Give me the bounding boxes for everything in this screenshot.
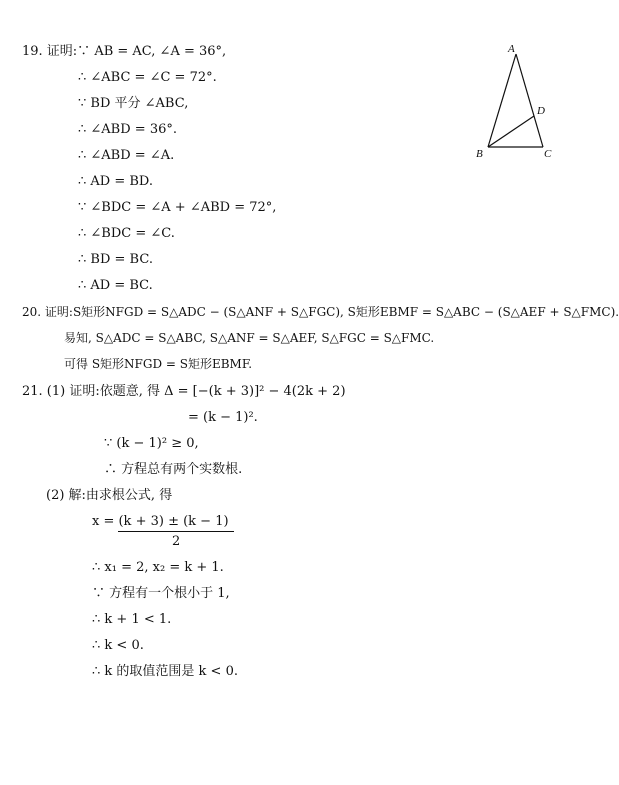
p21-line-10: ∴ k + 1 < 1. xyxy=(92,612,172,627)
side-ab xyxy=(488,54,516,147)
p20-line-3: 可得 S矩形NFGD = S矩形EBMF. xyxy=(64,357,253,371)
p21-line-12: ∴ k 的取值范围是 k < 0. xyxy=(92,664,238,679)
label-d: D xyxy=(537,105,545,117)
p19-line-6: ∴ AD = BD. xyxy=(78,174,154,189)
p19-line-1: 19. 证明:∵ AB = AC, ∠A = 36°, xyxy=(22,44,227,59)
p19-line-5: ∴ ∠ABD = ∠A. xyxy=(78,148,175,163)
side-ac xyxy=(516,54,543,147)
p21-line-11: ∴ k < 0. xyxy=(92,638,144,653)
p19-line-7: ∵ ∠BDC = ∠A + ∠ABD = 72°, xyxy=(78,200,277,215)
p19-line-2: ∴ ∠ABC = ∠C = 72°. xyxy=(78,70,217,85)
p21-line-1: 21. (1) 证明:依题意, 得 Δ = [−(k + 3)]² − 4(2k + 2) xyxy=(22,384,346,399)
p20-line-1: 20. 证明:S矩形NFGD = S△ADC − (S△ANF + S△FGC), S矩形EBMF = S△ABC − (S△AEF + S△FMC). xyxy=(22,305,619,319)
p19-line-4: ∴ ∠ABD = 36°. xyxy=(78,122,177,137)
label-b: B xyxy=(476,148,483,160)
segment-bd xyxy=(488,116,534,147)
p21-line-9: ∵ 方程有一个根小于 1, xyxy=(92,586,230,601)
p21-line-5: (2) 解:由求根公式, 得 xyxy=(46,488,173,503)
p19-line-8: ∴ ∠BDC = ∠C. xyxy=(78,226,175,241)
fraction-bar xyxy=(118,531,234,532)
p21-line-8: ∴ x₁ = 2, x₂ = k + 1. xyxy=(92,560,224,575)
p21-fraction-denominator: 2 xyxy=(172,534,181,549)
p21-line-4: ∴ 方程总有两个实数根. xyxy=(104,462,243,477)
label-a: A xyxy=(508,43,515,55)
p19-line-3: ∵ BD 平分 ∠ABC, xyxy=(78,96,189,111)
p21-line-3: ∵ (k − 1)² ≥ 0, xyxy=(104,436,199,451)
triangle-figure xyxy=(470,42,555,164)
p19-line-10: ∴ AD = BC. xyxy=(78,278,153,293)
p20-line-2: 易知, S△ADC = S△ABC, S△ANF = S△AEF, S△FGC = S△FMC. xyxy=(64,331,435,345)
p21-line-2: = (k − 1)². xyxy=(188,410,258,425)
p19-line-9: ∴ BD = BC. xyxy=(78,252,153,267)
label-c: C xyxy=(544,148,552,160)
p21-fraction-numerator: x = (k + 3) ± (k − 1) xyxy=(92,514,229,529)
